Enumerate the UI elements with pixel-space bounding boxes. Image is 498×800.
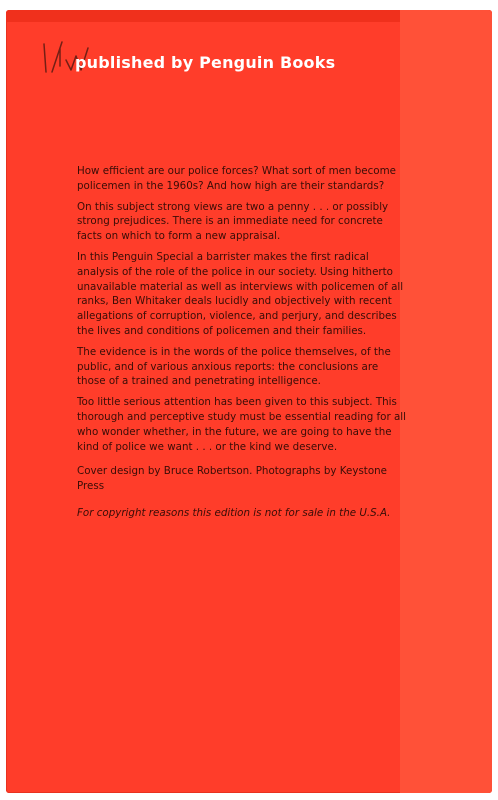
blurb-text — [77, 164, 409, 527]
blurb-paragraph-1: How efficient are our police forces? What sort of men become policemen in the 1960s? And how high are their standards? — [77, 165, 396, 192]
blurb-paragraph-4: The evidence is in the words of the police themselves, of the public, and of various anxious reports: the conclusions are those of a trained and penetrating intelligence. — [77, 345, 391, 388]
copyright-notice: For copyright reasons this edition is not for sale in the U.S.A. — [77, 506, 391, 519]
publisher-line: published by Penguin Books — [75, 53, 336, 72]
back-cover — [6, 10, 492, 793]
blurb-paragraph-3: In this Penguin Special a barrister makes the first radical analysis of the role of the police in our society. Using hitherto unavailable material as well as interviews with policemen of all ranks, Ben Whitaker deals lucidly and objectively with recent allegations of corruption, violence, and perjury, and describes the lives and conditions of policemen and their families. — [77, 250, 404, 337]
blurb-paragraph-2: On this subject strong views are two a penny . . . or possibly strong prejudices. There is an immediate need for concrete facts on which to form a new appraisal. — [77, 200, 389, 243]
cover-right-panel — [400, 10, 492, 793]
blurb-paragraph-5: Too little serious attention has been given to this subject. This thorough and perceptive study must be essential reading for all who wonder whether, in the future, we are going to have the kind of police we want . . . or the kind we deserve. — [77, 396, 407, 453]
cover-credits: Cover design by Bruce Robertson. Photographs by Keystone Press — [77, 465, 388, 493]
